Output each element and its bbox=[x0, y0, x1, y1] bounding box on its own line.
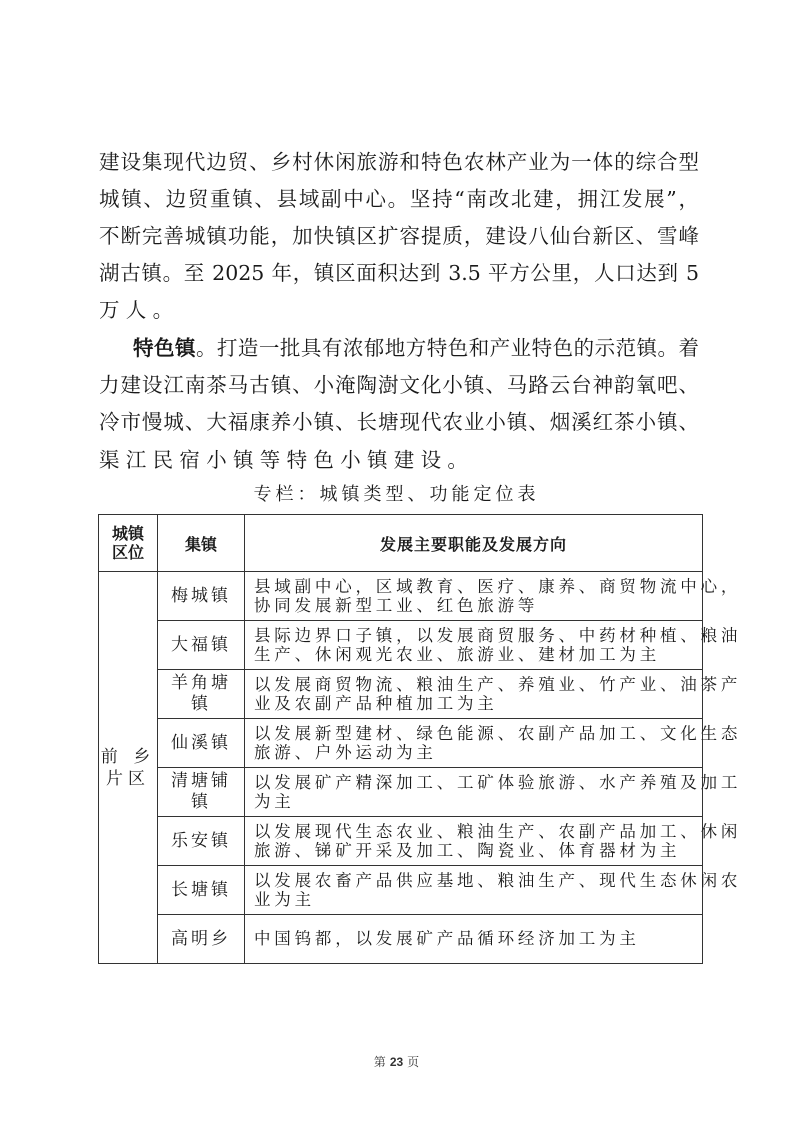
town-name-line: 梅城镇 bbox=[171, 585, 231, 606]
feature-town-first-line bbox=[133, 333, 699, 363]
table-caption: 专栏：城镇类型、功能定位表 bbox=[253, 484, 540, 505]
body-line-3: 不断完善城镇功能，加快镇区扩容提质，建设八仙台新区、雪峰 bbox=[99, 224, 699, 248]
town-name-line: 乐安镇 bbox=[171, 830, 231, 851]
function-cell bbox=[245, 572, 742, 621]
feature-town-line-2: 力建设江南茶马古镇、小淹陶澍文化小镇、马路云台神韵氧吧、 bbox=[99, 373, 699, 397]
function-cell bbox=[245, 866, 742, 915]
function-description-line: 生产、休闲观光农业、旅游业、建材加工为主 bbox=[254, 645, 660, 664]
town-name-line: 高明乡 bbox=[171, 928, 231, 949]
function-cell bbox=[245, 817, 742, 866]
header-region-line-2: 区位 bbox=[111, 543, 144, 562]
function-cell bbox=[245, 915, 703, 964]
town-cell bbox=[158, 866, 245, 915]
header-town: 集镇 bbox=[158, 515, 245, 572]
function-description-line: 以发展农畜产品供应基地、粮油生产、现代生态休闲农 bbox=[254, 870, 742, 890]
feature-town-line-4: 渠江民宿小镇等特色小镇建设。 bbox=[99, 448, 475, 472]
table-row bbox=[99, 866, 703, 915]
function-description-line: 以发展矿产精深加工、工矿体验旅游、水产养殖及加工 bbox=[254, 772, 742, 792]
function-description-line: 业及农副产品种植加工为主 bbox=[254, 694, 498, 713]
function-description-line: 业为主 bbox=[254, 890, 315, 909]
page-prefix: 第 bbox=[373, 1055, 386, 1069]
function-description-line: 县域副中心，区域教育、医疗、康养、商贸物流中心， bbox=[254, 576, 742, 596]
table-row bbox=[99, 572, 703, 621]
town-name-line: 清塘铺 bbox=[171, 771, 231, 791]
feature-town-intro: 。打造一批具有浓郁地方特色和产业特色的示范镇。着 bbox=[195, 336, 700, 360]
function-cell bbox=[245, 768, 742, 817]
function-description-line: 协同发展新型工业、红色旅游等 bbox=[254, 596, 539, 615]
feature-town-heading: 特色镇 bbox=[133, 336, 196, 360]
region-line2: 片区 bbox=[106, 768, 150, 789]
town-name-line: 大福镇 bbox=[171, 634, 231, 655]
town-cell bbox=[158, 719, 245, 768]
town-name-line: 镇 bbox=[191, 694, 211, 714]
table-header-row bbox=[99, 515, 703, 572]
town-name-line: 长塘镇 bbox=[171, 879, 231, 900]
town-cell bbox=[158, 670, 245, 719]
table-row bbox=[99, 719, 703, 768]
function-description-line: 以发展商贸物流、粮油生产、养殖业、竹产业、油茶产 bbox=[254, 674, 742, 694]
region-line1: 前 乡 bbox=[100, 746, 156, 767]
feature-town-line-3: 冷市慢城、大福康养小镇、长塘现代农业小镇、烟溪红茶小镇、 bbox=[99, 410, 699, 434]
table-row bbox=[99, 621, 703, 670]
function-description-line: 以发展新型建材、绿色能源、农副产品加工、文化生态 bbox=[254, 723, 742, 743]
town-name-line: 仙溪镇 bbox=[171, 732, 231, 753]
header-function: 发展主要职能及发展方向 bbox=[245, 515, 703, 572]
town-cell bbox=[158, 621, 245, 670]
body-line-4: 湖古镇。至 2025 年，镇区面积达到 3.5 平方公里，人口达到 5 bbox=[99, 261, 699, 285]
function-description-line: 旅游、锑矿开采及加工、陶瓷业、体育器材为主 bbox=[254, 841, 681, 860]
region-cell bbox=[99, 572, 158, 964]
function-cell bbox=[245, 670, 742, 719]
page-number bbox=[0, 1053, 793, 1070]
body-line-2: 城镇、边贸重镇、县域副中心。坚持“南改北建，拥江发展”， bbox=[99, 187, 699, 211]
function-description-line: 以发展现代生态农业、粮油生产、农副产品加工、休闲 bbox=[254, 821, 742, 841]
town-cell bbox=[158, 572, 245, 621]
page-suffix: 页 bbox=[407, 1055, 420, 1069]
town-cell bbox=[158, 768, 245, 817]
body-line-5: 万人。 bbox=[99, 298, 180, 322]
town-name-line: 镇 bbox=[191, 792, 211, 812]
header-region-line-1: 城镇 bbox=[111, 524, 144, 543]
table-row bbox=[99, 817, 703, 866]
town-function-table bbox=[98, 514, 742, 964]
function-cell bbox=[245, 719, 742, 768]
header-region bbox=[99, 515, 158, 572]
town-cell bbox=[158, 915, 245, 964]
table-row bbox=[99, 915, 703, 964]
town-cell bbox=[158, 817, 245, 866]
function-description-line: 旅游、户外运动为主 bbox=[254, 743, 437, 762]
function-cell bbox=[245, 621, 742, 670]
function-description-line: 为主 bbox=[254, 792, 295, 811]
town-name-line: 羊角塘 bbox=[171, 673, 231, 693]
body-line-1: 建设集现代边贸、乡村休闲旅游和特色农林产业为一体的综合型 bbox=[99, 150, 699, 174]
function-description-line: 县际边界口子镇，以发展商贸服务、中药材种植、粮油 bbox=[254, 625, 742, 645]
table-row bbox=[99, 768, 703, 817]
function-description-line: 中国钨都，以发展矿产品循环经济加工为主 bbox=[254, 929, 640, 949]
table-row bbox=[99, 670, 703, 719]
page-number-value: 23 bbox=[389, 1055, 404, 1069]
